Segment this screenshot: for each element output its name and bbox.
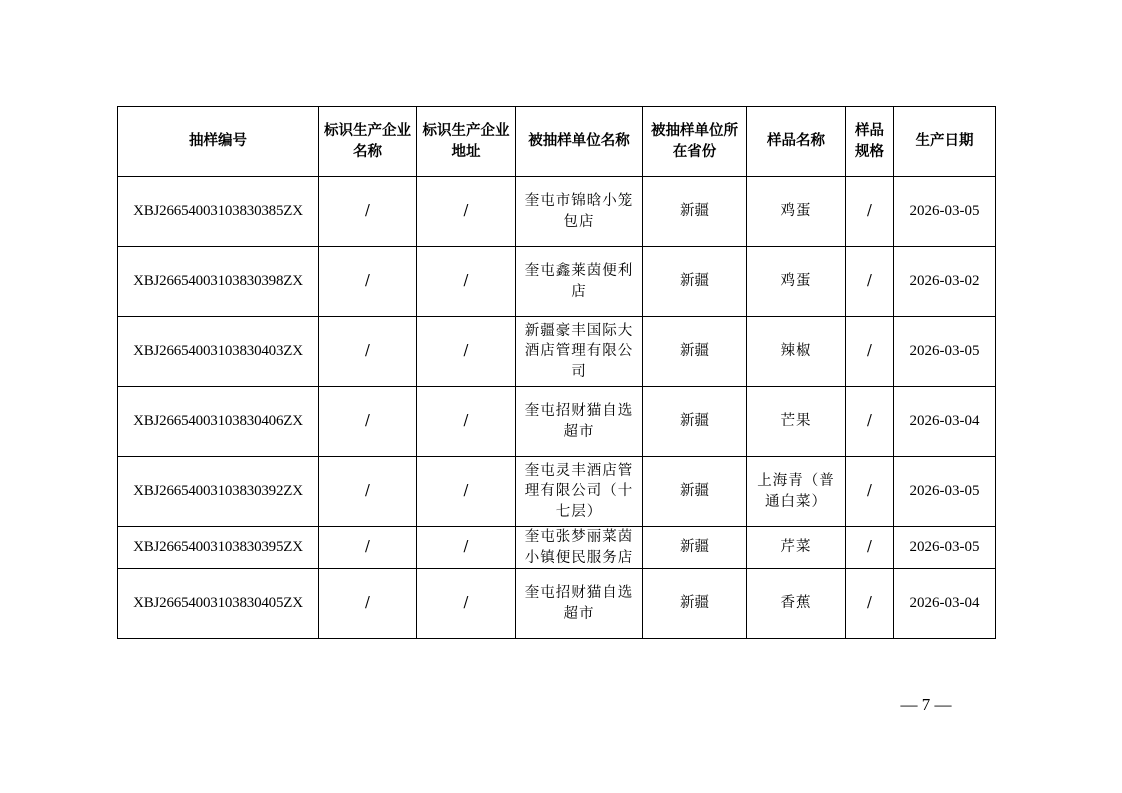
province-cell: 新疆 [643, 317, 747, 387]
manufacturer-name-cell: / [319, 247, 417, 317]
production-date-cell: 2026-03-05 [894, 527, 996, 569]
manufacturer-name-cell: / [319, 177, 417, 247]
sample-code-cell: XBJ26654003103830398ZX [118, 247, 319, 317]
province-cell: 新疆 [643, 177, 747, 247]
sample-spec-cell: / [846, 177, 894, 247]
table-row [118, 569, 996, 639]
province-cell: 新疆 [643, 387, 747, 457]
manufacturer-name-cell: / [319, 569, 417, 639]
table-row [118, 457, 996, 527]
table-row [118, 317, 996, 387]
sample-code-cell: XBJ26654003103830403ZX [118, 317, 319, 387]
province-cell: 新疆 [643, 527, 747, 569]
sampled-unit-name-cell: 奎屯张梦丽菜茵小镇便民服务店 [516, 527, 643, 569]
production-date-cell: 2026-03-05 [894, 457, 996, 527]
sample-code-cell: XBJ26654003103830392ZX [118, 457, 319, 527]
sampled-unit-name-cell: 奎屯灵丰酒店管理有限公司（十七层） [516, 457, 643, 527]
production-date-cell: 2026-03-05 [894, 177, 996, 247]
sample-code-cell: XBJ26654003103830395ZX [118, 527, 319, 569]
manufacturer-name-cell: / [319, 317, 417, 387]
header-manufacturer-address: 标识生产企业地址 [417, 107, 516, 177]
header-sampled-unit-province: 被抽样单位所在省份 [643, 107, 747, 177]
production-date-cell: 2026-03-05 [894, 317, 996, 387]
manufacturer-address-cell: / [417, 457, 516, 527]
sample-spec-cell: / [846, 569, 894, 639]
manufacturer-address-cell: / [417, 569, 516, 639]
province-cell: 新疆 [643, 457, 747, 527]
table-row [118, 177, 996, 247]
sample-spec-cell: / [846, 527, 894, 569]
manufacturer-name-cell: / [319, 457, 417, 527]
table-row [118, 247, 996, 317]
manufacturer-address-cell: / [417, 527, 516, 569]
sample-spec-cell: / [846, 247, 894, 317]
sample-name-cell: 芹菜 [747, 527, 846, 569]
production-date-cell: 2026-03-04 [894, 569, 996, 639]
sampled-unit-name-cell: 奎屯招财猫自选超市 [516, 569, 643, 639]
sample-spec-cell: / [846, 317, 894, 387]
sample-code-cell: XBJ26654003103830406ZX [118, 387, 319, 457]
header-sampled-unit-name: 被抽样单位名称 [516, 107, 643, 177]
production-date-cell: 2026-03-04 [894, 387, 996, 457]
province-cell: 新疆 [643, 569, 747, 639]
manufacturer-address-cell: / [417, 317, 516, 387]
manufacturer-address-cell: / [417, 177, 516, 247]
sample-name-cell: 鸡蛋 [747, 177, 846, 247]
sampling-table [117, 106, 996, 639]
header-sample-name: 样品名称 [747, 107, 846, 177]
sample-name-cell: 芒果 [747, 387, 846, 457]
sample-name-cell: 香蕉 [747, 569, 846, 639]
page-number: — 7 — [900, 695, 952, 714]
sampled-unit-name-cell: 奎屯招财猫自选超市 [516, 387, 643, 457]
manufacturer-address-cell: / [417, 387, 516, 457]
manufacturer-name-cell: / [319, 527, 417, 569]
table-row [118, 387, 996, 457]
sample-name-cell: 鸡蛋 [747, 247, 846, 317]
sampled-unit-name-cell: 新疆豪丰国际大酒店管理有限公司 [516, 317, 643, 387]
header-sample-code: 抽样编号 [118, 107, 319, 177]
manufacturer-name-cell: / [319, 387, 417, 457]
production-date-cell: 2026-03-02 [894, 247, 996, 317]
sample-spec-cell: / [846, 387, 894, 457]
sample-code-cell: XBJ26654003103830385ZX [118, 177, 319, 247]
province-cell: 新疆 [643, 247, 747, 317]
sample-code-cell: XBJ26654003103830405ZX [118, 569, 319, 639]
manufacturer-address-cell: / [417, 247, 516, 317]
header-row [118, 107, 996, 177]
header-manufacturer-name: 标识生产企业名称 [319, 107, 417, 177]
sampled-unit-name-cell: 奎屯市锦晗小笼包店 [516, 177, 643, 247]
header-production-date: 生产日期 [894, 107, 996, 177]
header-sample-spec: 样品规格 [846, 107, 894, 177]
sample-name-cell: 上海青（普通白菜） [747, 457, 846, 527]
sampled-unit-name-cell: 奎屯鑫莱茵便利店 [516, 247, 643, 317]
table-row [118, 527, 996, 569]
sample-spec-cell: / [846, 457, 894, 527]
sample-name-cell: 辣椒 [747, 317, 846, 387]
